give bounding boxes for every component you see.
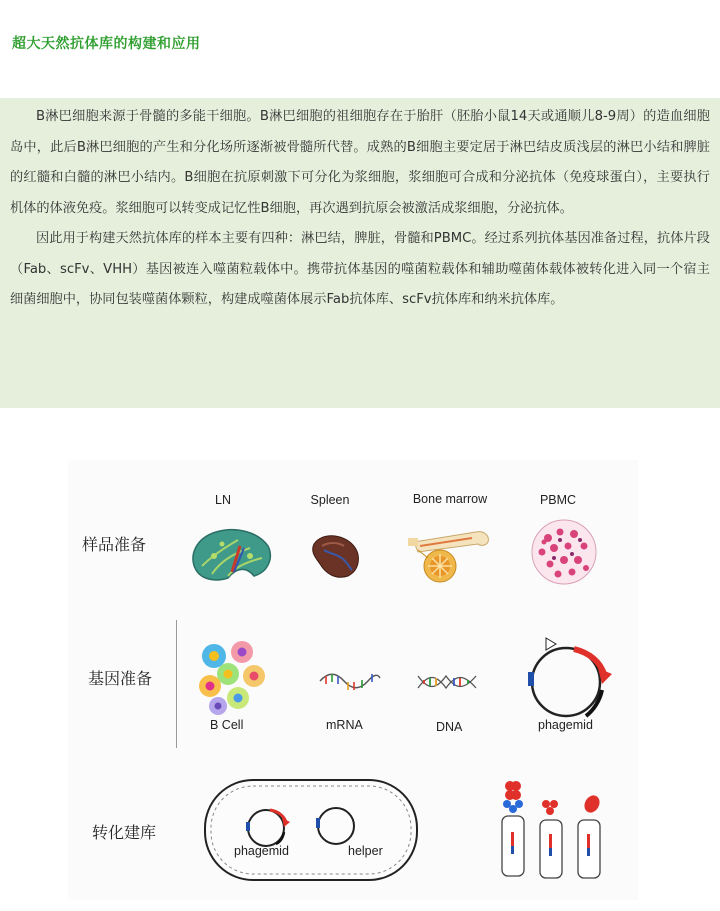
label-ln: LN — [215, 493, 231, 507]
phagemid-plasmid-icon — [516, 632, 616, 722]
phagemid-small-plasmid-icon — [240, 800, 296, 850]
paragraph-2: 因此用于构建天然抗体库的样本主要有四种：淋巴结，脾脏，骨髓和PBMC。经过系列抗体基因准备过程，抗体片段（Fab、scFv、VHH）基因被连入噬菌粒载体中。携带抗体基因的噬菌粒载体和辅助噬菌体载体被转化进入同一个宿主细菌细胞中，协同包装噬菌体颗粒，构建成噬菌体展示Fab抗体库、scFv抗体库和纳米抗体库。 — [10, 231, 710, 307]
label-phagemid-transform: phagemid — [234, 844, 289, 858]
intro-text-box — [0, 98, 720, 408]
row-divider-line — [176, 620, 177, 748]
b-cell-icon — [198, 640, 268, 716]
paragraph-1: B淋巴细胞来源于骨髓的多能干细胞。B淋巴细胞的祖细胞存在于胎肝（胚胎小鼠14天或通顺儿8-9周）的造血细胞岛中，此后B淋巴细胞的产生和分化场所逐渐被骨髓所代替。成熟的B细胞主要定居于淋巴结皮质浅层的淋巴小结和脾脏的红髓和白髓的淋巴小结内。B细胞在抗原刺激下可分化为浆细胞，浆细胞可合成和分泌抗体（免疫球蛋白），主要执行机体的体液免疫。浆细胞可以转变成记忆性B细胞，再次遇到抗原会被激活成浆细胞，分泌抗体。 — [10, 109, 710, 216]
lymph-node-icon — [188, 526, 274, 584]
row-label-transform: 转化建库 — [92, 823, 157, 842]
phage-particles-icon — [488, 778, 628, 888]
pbmc-icon — [530, 518, 598, 586]
page-title: 超大天然抗体库的构建和应用 — [12, 36, 201, 52]
host-cell-outline — [203, 778, 419, 882]
mrna-icon — [318, 670, 382, 692]
label-dna: DNA — [436, 720, 463, 734]
phage-particle-2 — [540, 800, 562, 878]
label-helper: helper — [348, 844, 383, 858]
label-phagemid-gene: phagemid — [538, 718, 593, 732]
helper-plasmid-icon — [312, 804, 362, 848]
spleen-icon — [308, 530, 364, 582]
label-mrna: mRNA — [326, 718, 363, 732]
phage-particle-3 — [578, 793, 603, 878]
label-pbmc: PBMC — [539, 493, 577, 507]
row-label-gene-prep: 基因准备 — [88, 669, 153, 688]
label-bone-marrow: Bone marrow — [412, 492, 488, 506]
label-spleen: Spleen — [310, 493, 350, 507]
phage-particle-1 — [502, 781, 524, 876]
row-label-sample-prep: 样品准备 — [82, 535, 147, 554]
library-construction-figure — [68, 460, 638, 900]
bone-marrow-icon — [406, 524, 496, 586]
dna-icon — [416, 672, 478, 692]
label-b-cell: B Cell — [210, 718, 244, 732]
